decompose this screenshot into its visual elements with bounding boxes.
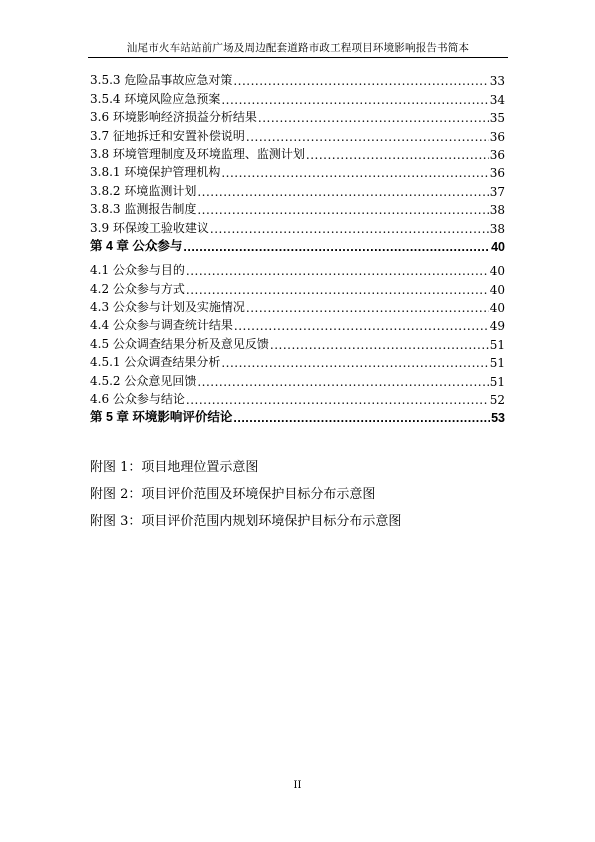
toc-entry-title: 4.2 公众参与方式 [90,281,185,296]
toc-entry-page: 34 [489,92,505,107]
toc-entry-title: 3.7 征地拆迁和安置补偿说明 [90,128,245,143]
toc-leader-dots [258,111,489,125]
toc-entry-4-4[interactable] [90,315,505,333]
toc-leader-dots [233,74,488,88]
toc-leader-dots [186,283,489,297]
table-of-contents [90,70,505,425]
toc-entry-title: 3.5.3 危险品事故应急对策 [90,73,233,88]
toc-leader-dots [183,240,490,254]
toc-entry-title: 3.8.2 环境监测计划 [90,183,197,198]
toc-leader-dots [246,130,489,144]
toc-entry-page: 35 [489,111,505,126]
figure-list [90,456,510,537]
figure-item-2: 附图 2：项目评价范围及环境保护目标分布示意图 [90,487,376,502]
figure-item-3: 附图 3：项目评价范围内规划环境保护目标分布示意图 [90,514,402,529]
toc-leader-dots [221,356,488,370]
toc-entry-page: 36 [489,166,505,181]
toc-entry-3-8-3[interactable] [90,199,505,217]
toc-entry-title: 3.8 环境管理制度及环境监理、监测计划 [90,146,305,161]
toc-entry-title: 4.6 公众参与结论 [90,392,185,407]
toc-entry-4-6[interactable] [90,389,505,407]
toc-entry-page: 51 [489,356,505,371]
toc-entry-page: 53 [491,411,505,426]
toc-entry-3-8-2[interactable] [90,180,505,198]
toc-entry-page: 33 [489,74,505,89]
toc-entry-title: 3.6 环境影响经济损益分析结果 [90,110,257,125]
toc-leader-dots [234,319,489,333]
toc-entry-3-7[interactable] [90,125,505,143]
toc-entry-4-5-1[interactable] [90,352,505,370]
toc-entry-title: 第 5 章 环境影响评价结论 [90,410,233,425]
toc-entry-page: 37 [489,184,505,199]
toc-entry-page: 40 [491,239,505,254]
toc-entry-3-5-3[interactable] [90,70,505,88]
toc-entry-3-8[interactable] [90,144,505,162]
toc-entry-title: 4.5.1 公众调查结果分析 [90,355,221,370]
toc-leader-dots [270,338,489,352]
toc-entry-title: 4.1 公众参与目的 [90,263,185,278]
toc-entry-4-3[interactable] [90,297,505,315]
toc-leader-dots [197,185,488,199]
toc-leader-dots [197,375,488,389]
toc-entry-4-1[interactable] [90,260,505,278]
toc-entry-page: 40 [489,264,505,279]
toc-entry-4-5-2[interactable] [90,370,505,388]
toc-entry-page: 49 [489,319,505,334]
toc-entry-title: 3.5.4 环境风险应急预案 [90,91,221,106]
toc-entry-4-2[interactable] [90,278,505,296]
toc-entry-title: 3.8.3 监测报告制度 [90,202,197,217]
toc-leader-dots [233,411,490,425]
page-number: II [293,780,302,791]
toc-entry-title: 3.8.1 环境保护管理机构 [90,165,221,180]
toc-entry-page: 51 [489,337,505,352]
toc-leader-dots [221,166,488,180]
header-rule [88,57,508,58]
toc-leader-dots [197,203,488,217]
toc-entry-page: 38 [489,221,505,236]
toc-entry-page: 40 [489,282,505,297]
toc-entry-page: 38 [489,203,505,218]
toc-entry-3-5-4[interactable] [90,88,505,106]
toc-leader-dots [221,93,488,107]
toc-leader-dots [210,222,489,236]
toc-entry-title: 3.9 环保竣工验收建议 [90,220,209,235]
toc-entry-page: 36 [489,129,505,144]
toc-entry-page: 36 [489,147,505,162]
toc-leader-dots [306,148,489,162]
toc-entry-3-8-1[interactable] [90,162,505,180]
toc-entry-title: 4.5.2 公众意见回馈 [90,373,197,388]
toc-entry-title: 第 4 章 公众参与 [90,238,183,253]
toc-leader-dots [246,301,489,315]
toc-entry-page: 52 [489,393,505,408]
running-header: 汕尾市火车站站前广场及周边配套道路市政工程项目环境影响报告书简本 [126,42,470,54]
toc-entry-title: 4.5 公众调查结果分析及意见反馈 [90,336,269,351]
toc-leader-dots [186,393,489,407]
toc-entry-3-6[interactable] [90,107,505,125]
toc-leader-dots [186,264,489,278]
figure-item-1: 附图 1：项目地理位置示意图 [90,460,259,475]
toc-entry-title: 4.4 公众参与调查统计结果 [90,318,233,333]
toc-entry-title: 4.3 公众参与计划及实施情况 [90,300,245,315]
toc-entry-page: 40 [489,301,505,316]
toc-entry-chapter-4[interactable] [90,236,505,254]
toc-entry-4-5[interactable] [90,333,505,351]
toc-entry-page: 51 [489,374,505,389]
toc-entry-chapter-5[interactable] [90,407,505,425]
toc-entry-3-9[interactable] [90,217,505,235]
